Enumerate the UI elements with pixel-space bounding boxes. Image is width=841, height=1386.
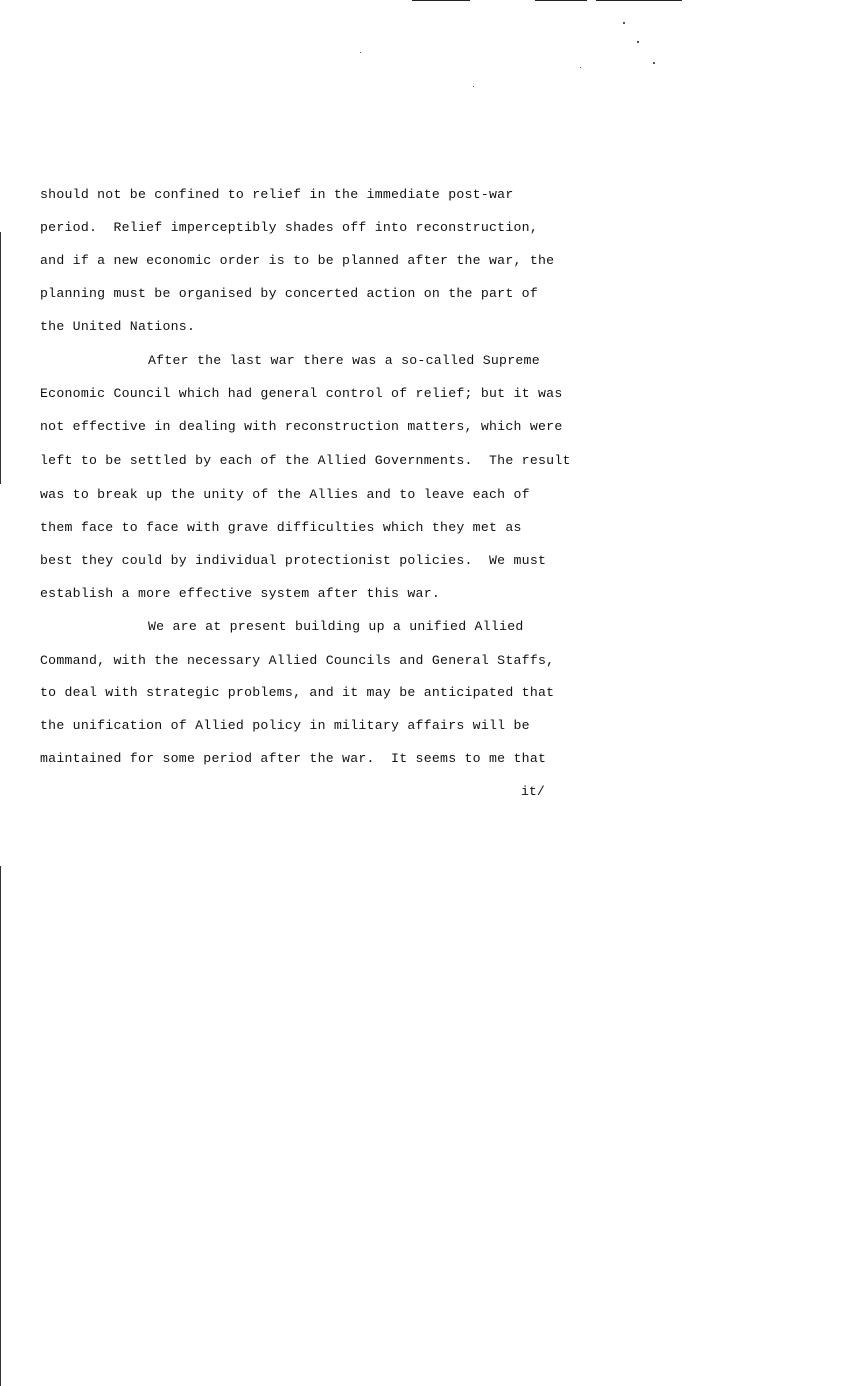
text-line: left to be settled by each of the Allied Governments. The result bbox=[40, 453, 571, 468]
text-line: should not be confined to relief in the immediate post-war bbox=[40, 187, 514, 202]
text-line: After the last war there was a so-called Supreme bbox=[148, 353, 540, 368]
text-line: best they could by individual protectionist policies. We must bbox=[40, 553, 547, 568]
text-line: the unification of Allied policy in military affairs will be bbox=[40, 718, 530, 733]
scan-speck bbox=[580, 67, 581, 68]
text-line: them face to face with grave difficulties which they met as bbox=[40, 520, 522, 535]
scan-speck bbox=[473, 86, 474, 87]
scan-speck bbox=[360, 52, 361, 53]
scan-speck bbox=[637, 41, 639, 43]
scan-mark-top-1 bbox=[412, 0, 470, 1]
text-line: not effective in dealing with reconstruction matters, which were bbox=[40, 419, 563, 434]
text-line: and if a new economic order is to be planned after the war, the bbox=[40, 253, 555, 268]
scan-mark-top-2 bbox=[535, 0, 587, 1]
catchword: it/ bbox=[521, 784, 545, 799]
text-line: maintained for some period after the war. It seems to me that bbox=[40, 751, 547, 766]
text-line: We are at present building up a unified Allied bbox=[148, 619, 524, 634]
text-line: period. Relief imperceptibly shades off into reconstruction, bbox=[40, 220, 538, 235]
scan-speck bbox=[623, 22, 625, 24]
text-line: Economic Council which had general control of relief; but it was bbox=[40, 386, 563, 401]
text-line: planning must be organised by concerted action on the part of bbox=[40, 286, 538, 301]
text-line: the United Nations. bbox=[40, 319, 196, 334]
text-line: to deal with strategic problems, and it may be anticipated that bbox=[40, 685, 555, 700]
scan-speck bbox=[653, 62, 655, 64]
text-line: was to break up the unity of the Allies and to leave each of bbox=[40, 487, 530, 502]
text-line: Command, with the necessary Allied Councils and General Staffs, bbox=[40, 653, 555, 668]
scan-mark-top-3 bbox=[596, 0, 682, 1]
scan-edge-left-1 bbox=[0, 232, 1, 484]
scan-edge-left-2 bbox=[0, 866, 1, 1386]
text-line: establish a more effective system after this war. bbox=[40, 586, 441, 601]
